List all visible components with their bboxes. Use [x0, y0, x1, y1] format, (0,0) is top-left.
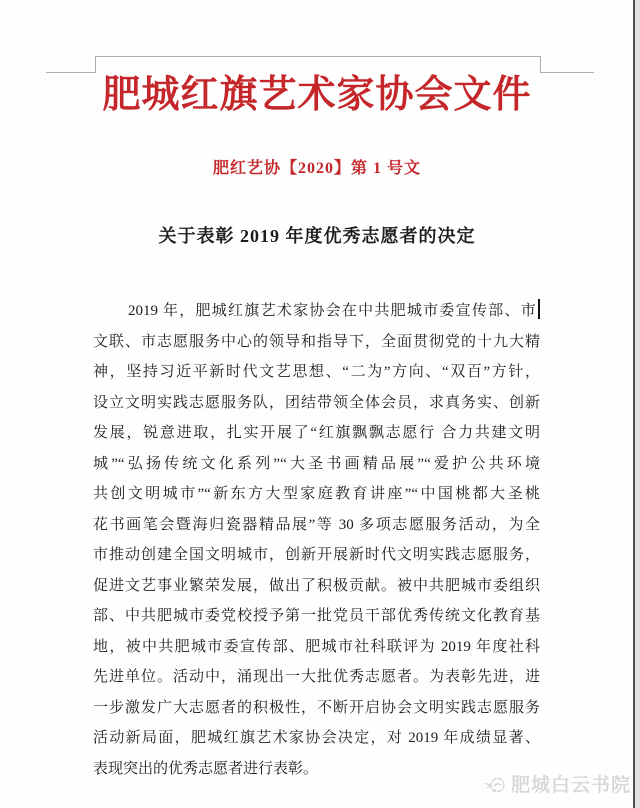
body-line	[93, 296, 540, 327]
body-line: 活动新局面，肥城红旗艺术家协会决定，对 2019 年成绩显著、	[93, 730, 540, 746]
page-edge-strip	[635, 0, 640, 808]
watermark	[484, 774, 631, 798]
text-boundary-top-line	[95, 56, 541, 57]
body-line: 花书画笔会暨海归瓷器精品展”等 30 多项志愿服务活动，为全	[93, 516, 540, 533]
body-line: 发展，锐意进取，扎实开展了“红旗飘飘志愿行 合力共建文明	[93, 425, 540, 441]
watermark-text: 肥城白云书院	[511, 775, 632, 796]
document-heading: 关于表彰 2019 年度优秀志愿者的决定	[158, 226, 476, 246]
body-line-text: 2019 年，肥城红旗艺术家协会在中共肥城市委宣传部、市	[128, 303, 537, 319]
body-line: 文联、市志愿服务中心的领导和指导下，全面贯彻党的十九大精	[93, 333, 540, 350]
body-line: 市推动创建全国文明城市，创新开展新时代文明实践志愿服务，	[93, 547, 540, 563]
body-line: 共创文明城市”“新东方大型家庭教育讲座”“中国桃都大圣桃	[93, 486, 540, 502]
body-line: 设立文明实践志愿服务队，团结带领全体会员，求真务实、创新	[93, 394, 540, 411]
document-body[interactable]	[93, 296, 540, 784]
body-line: 地，被中共肥城市委宣传部、肥城市社科联评为 2019 年度社科	[93, 638, 540, 655]
body-line: 部、中共肥城市委党校授予第一批党员干部优秀传统文化教育基	[93, 608, 540, 624]
body-line: 先进单位。活动中，涌现出一大批优秀志愿者。为表彰先进，进	[93, 669, 540, 685]
body-line: 一步激发广大志愿者的积极性，不断开启协会文明实践志愿服务	[93, 699, 540, 716]
body-line: 表现突出的优秀志愿者进行表彰。	[93, 760, 319, 777]
document-number: 肥红艺协【2020】第 1 号文	[212, 160, 421, 177]
body-line: 城”“弘扬传统文化系列”“大圣书画精品展”“爱护公共环境	[93, 455, 540, 472]
text-cursor	[538, 299, 540, 319]
body-line: 促进文艺事业繁荣发展，做出了积极贡献。被中共肥城市委组织	[93, 577, 540, 594]
body-line: 神，坚持习近平新时代文艺思想、“二为”方向、“双百”方针，	[93, 364, 540, 380]
document-title: 肥城红旗艺术家协会文件	[102, 74, 532, 116]
cloud-seal-logo-icon	[484, 774, 508, 798]
